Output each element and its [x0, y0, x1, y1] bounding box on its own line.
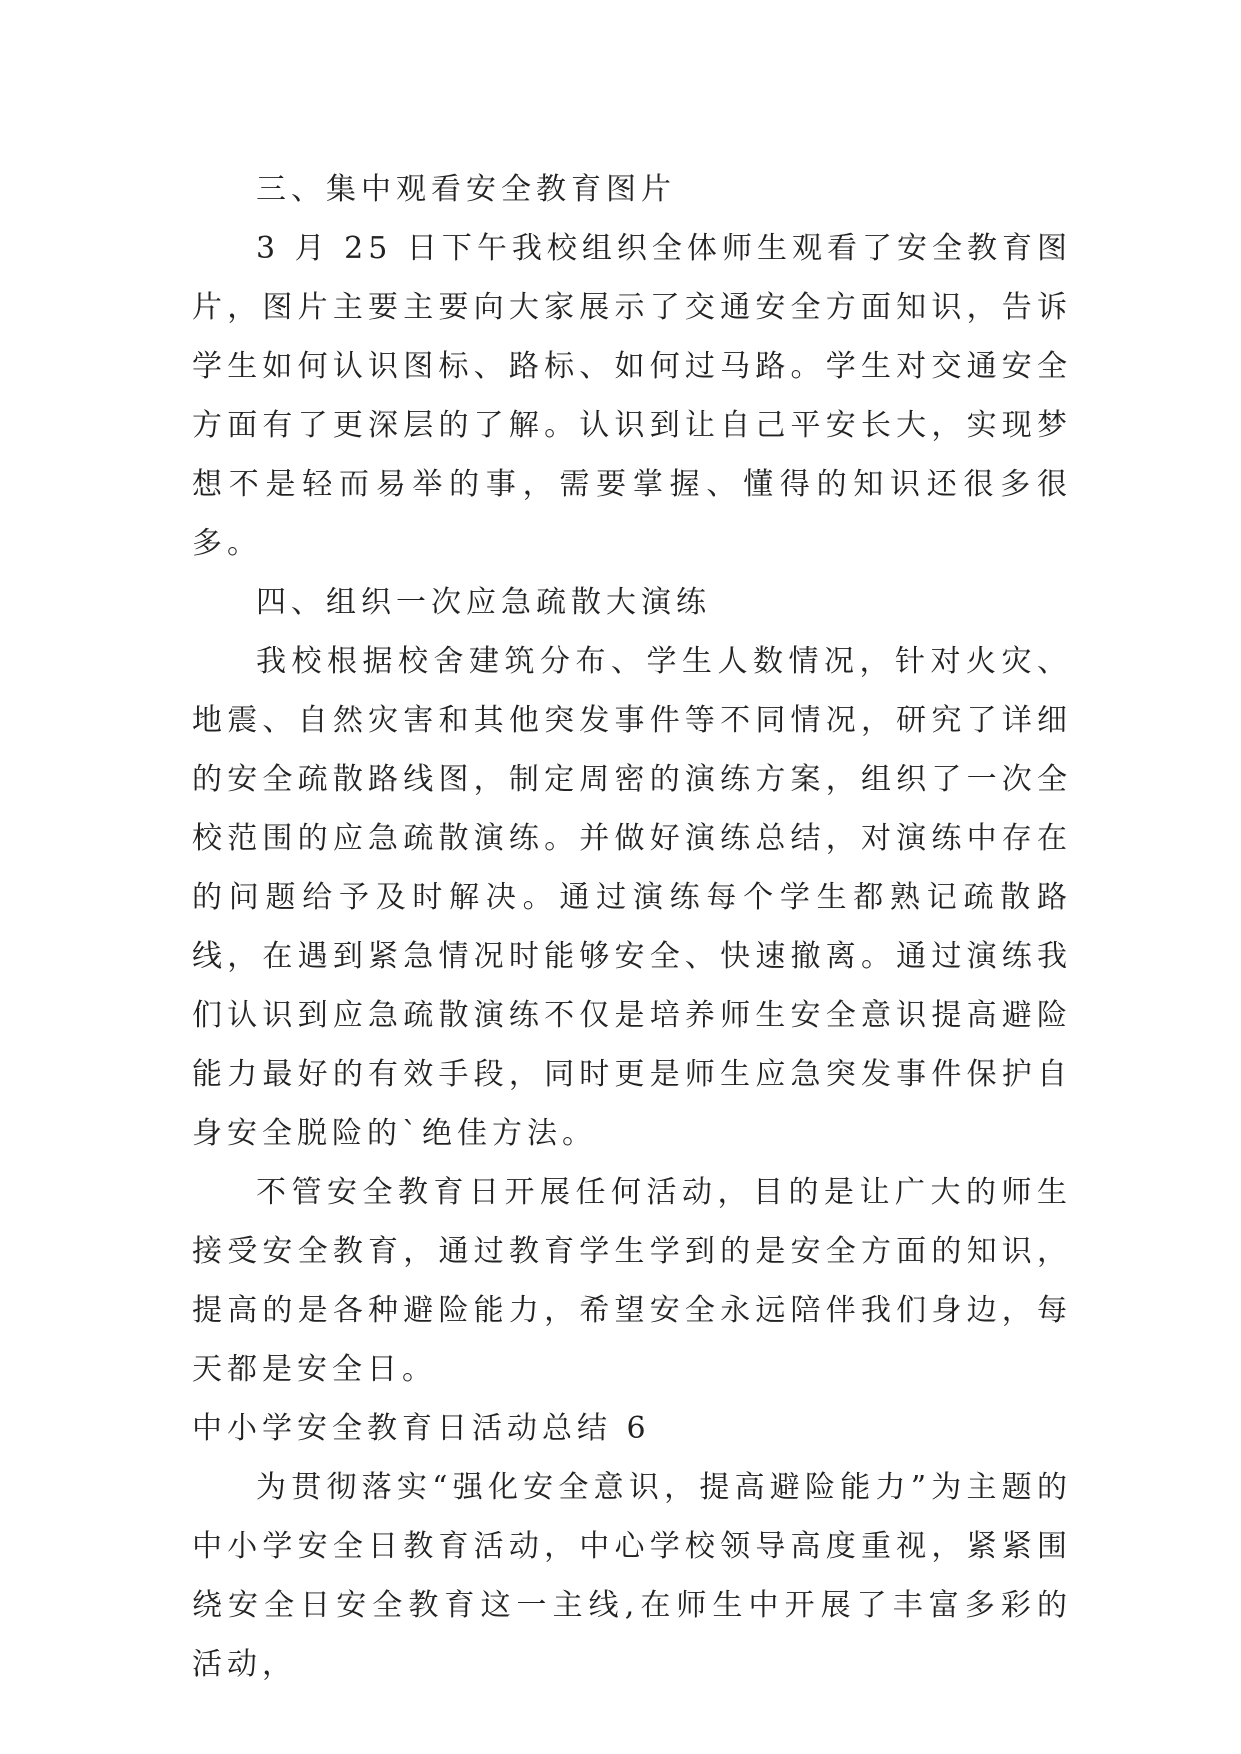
- section-heading-4: 四、组织一次应急疏散大演练: [256, 585, 711, 620]
- paragraph-evacuation-drill: 我校根据校舍建筑分布、学生人数情况，针对火灾、地震、自然灾害和其他突发事件等不同情况，研究了详细的安全疏散路线图，制定周密的演练方案，组织了一次全校范围的应急疏散演练。并做好演练总结，对演练中存在的问题给予及时解决。通过演练每个学生都熟记疏散路线，在遇到紧急情况时能够安全、快速撤离。通过演练我们认识到应急疏散演练不仅是培养师生安全意识提高避险能力最好的有效手段，同时更是师生应急突发事件保护自身安全脱险的`绝佳方法。: [192, 644, 1072, 1151]
- paragraph-safety-pictures: 3 月 25 日下午我校组织全体师生观看了安全教育图片，图片主要主要向大家展示了交通安全方面知识，告诉学生如何认识图标、路标、如何过马路。学生对交通安全方面有了更深层的了解。认识到让自己平安长大，实现梦想不是轻而易举的事，需要掌握、懂得的知识还很多很多。: [192, 231, 1072, 561]
- section-heading-3: 三、集中观看安全教育图片: [256, 172, 676, 207]
- paragraph-summary-6-intro: 为贯彻落实“强化安全意识，提高避险能力”为主题的中小学安全日教育活动，中心学校领导高度重视，紧紧围绕安全日安全教育这一主线,在师生中开展了丰富多彩的活动，: [192, 1470, 1072, 1682]
- paragraph-conclusion: 不管安全教育日开展任何活动，目的是让广大的师生接受安全教育，通过教育学生学到的是安全方面的知识，提高的是各种避险能力，希望安全永远陪伴我们身边，每天都是安全日。: [192, 1175, 1072, 1387]
- document-body: [192, 160, 1072, 1694]
- summary-title-6: 中小学安全教育日活动总结 6: [192, 1411, 651, 1446]
